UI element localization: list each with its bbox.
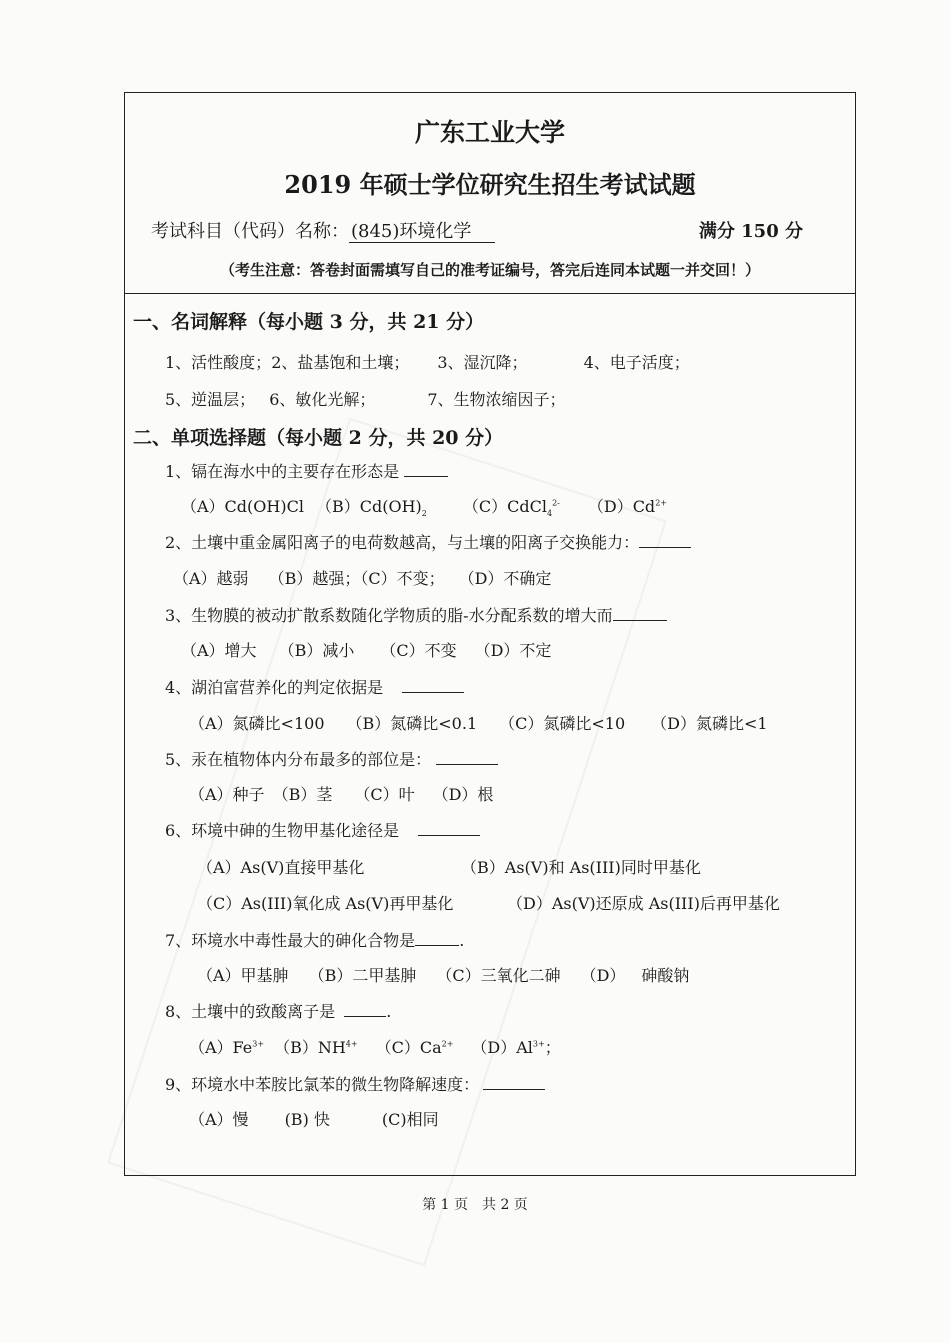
exam-header: [125, 93, 855, 294]
total-score: 满分 150 分: [698, 221, 803, 242]
question-8-stem: 8、土壤中的致酸离子是 .: [165, 1002, 392, 1021]
option-a: $(A)Fe^{3+}$: [189, 1038, 265, 1057]
question-4-options: [189, 711, 768, 734]
section1-line1: [165, 350, 690, 373]
exam-frame: [124, 92, 856, 1176]
section2-title: 二、单项选择题（每小题 2 分，共 20 分）: [133, 427, 504, 449]
term-3: 3、湿沉降；: [437, 353, 528, 372]
answer-blank: [639, 531, 691, 548]
option-c: （C）不变；: [360, 569, 445, 588]
option-d: （D）根: [432, 785, 494, 804]
question-4-stem: 4、湖泊富营养化的判定依据是: [165, 675, 464, 698]
answer-blank: [415, 929, 459, 946]
question-7-options: [197, 963, 689, 986]
section1-title: 一、名词解释（每小题 3 分，共 21 分）: [133, 311, 485, 333]
answer-blank: [436, 748, 498, 765]
question-5-options: [189, 782, 493, 805]
question-7-stem: 7、环境水中毒性最大的砷化合物是 .: [165, 931, 465, 950]
option-c: (C)相同: [381, 1110, 439, 1129]
question-9-stem: 9、环境水中苯胺比氯苯的微生物降解速度：: [165, 1072, 545, 1095]
question-1-options: [181, 494, 667, 518]
option-d: （D）氮磷比<1: [651, 714, 768, 733]
option-b: （B）减小: [278, 641, 355, 660]
option-d: $(D)Al^{3+}$；: [471, 1038, 561, 1057]
option-a: （A）越弱: [173, 569, 249, 588]
answer-blank: [404, 460, 448, 477]
subject-row: [151, 217, 495, 243]
section1-line2: [165, 387, 566, 410]
term-5: 5、逆温层；: [165, 390, 256, 409]
option-d: （D）不定: [474, 641, 552, 660]
question-6-option-a: （A）As(V)直接甲基化: [197, 858, 365, 877]
option-b: （B）茎: [272, 785, 333, 804]
option-d: （D）: [580, 966, 626, 985]
option-a: （A）种子: [189, 785, 265, 804]
subject-value: (845)环境化学: [349, 221, 495, 243]
option-b: （B）越强；: [268, 569, 361, 588]
question-2-options: [173, 566, 551, 589]
option-b: （B）氮磷比<0.1: [346, 714, 478, 733]
question-3-options: [181, 638, 551, 661]
answer-blank: [613, 604, 667, 621]
question-1-stem: 1、镉在海水中的主要存在形态是: [165, 459, 448, 482]
option-b: (B) 快: [284, 1110, 330, 1129]
question-3-stem: 3、生物膜的被动扩散系数随化学物质的脂-水分配系数的增大而: [165, 603, 667, 626]
question-6-option-b: （B）As(V)和 As(III)同时甲基化: [461, 858, 701, 877]
term-1: 1、活性酸度；: [165, 353, 272, 372]
option-c: （C）叶: [354, 785, 415, 804]
candidate-notice: （考生注意：答卷封面需填写自己的准考证编号，答完后连同本试题一并交回！）: [219, 261, 760, 279]
option-a: （A）增大: [181, 641, 257, 660]
question-5-stem: 5、汞在植物体内分布最多的部位是：: [165, 747, 498, 770]
option-b: （B）二甲基胂: [308, 966, 417, 985]
term-7: 7、生物浓缩因子；: [427, 390, 566, 409]
answer-blank: [344, 1000, 386, 1017]
option-d: （D）不确定: [458, 569, 552, 588]
university-name: 广东工业大学: [414, 118, 565, 147]
question-6-option-d: （D）As(V)还原成 As(III)后再甲基化: [507, 894, 780, 913]
subject-label: 考试科目（代码）名称：: [151, 221, 349, 242]
option-d-text: 砷酸钠: [641, 966, 690, 985]
option-c: （C）氮磷比<10: [499, 714, 626, 733]
option-a: （A）甲基胂: [197, 966, 289, 985]
page-number: 第 1 页 共 2 页: [422, 1197, 528, 1213]
question-8-options: [189, 1035, 561, 1058]
question-9-options: [189, 1107, 439, 1130]
exam-title: 2019 年硕士学位研究生招生考试试题: [284, 170, 696, 199]
answer-blank: [402, 676, 464, 693]
answer-blank: [418, 819, 480, 836]
option-c: $(C)Ca^{2+}$: [375, 1038, 454, 1057]
answer-blank: [483, 1073, 545, 1090]
option-c: （C）CdCl$_4^{2-}$: [462, 497, 560, 519]
question-6-option-c: （C）As(III)氧化成 As(V)再甲基化: [197, 894, 454, 913]
option-d: $(D)Cd^{2+}$: [587, 497, 667, 516]
option-a: （A）氮磷比<100: [189, 714, 325, 733]
option-b: $(B)Cd(OH)_2$: [315, 497, 427, 519]
term-4: 4、电子活度；: [583, 353, 690, 372]
question-6-stem: 6、环境中砷的生物甲基化途径是: [165, 818, 480, 841]
option-c: （C）不变: [380, 641, 457, 660]
question-2-stem: 2、土壤中重金属阳离子的电荷数越高，与土壤的阳离子交换能力：: [165, 530, 691, 553]
term-2: 2、盐基饱和土壤；: [271, 353, 410, 372]
option-a: （A）慢: [189, 1110, 249, 1129]
option-a: （A）Cd(OH)Cl: [181, 497, 304, 516]
option-b: $(B)NH^{4+}$: [274, 1038, 358, 1057]
term-6: 6、敏化光解；: [269, 390, 376, 409]
option-c: （C）三氧化二砷: [436, 966, 561, 985]
